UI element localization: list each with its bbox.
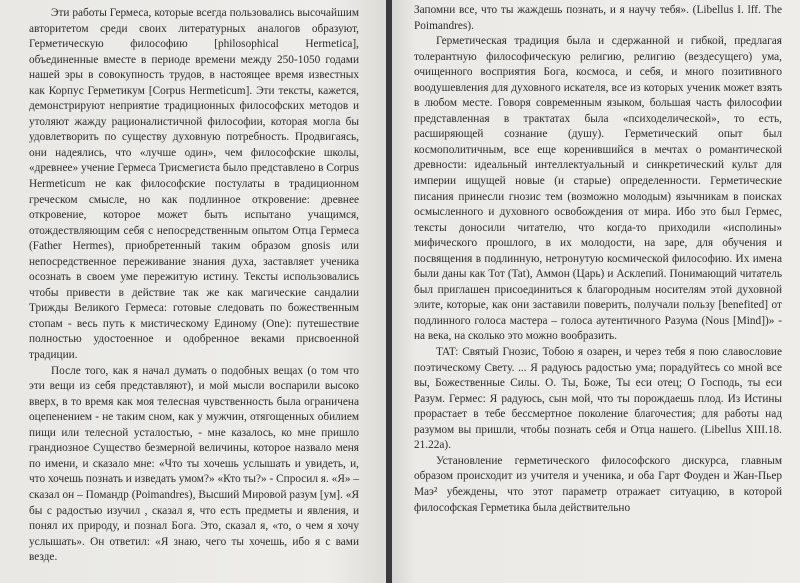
left-page [0,0,388,583]
left-page-text [29,6,359,566]
paragraph: TAT: Святый Гнозис, Тобою я озарен, и через тебя я пою славословие поэтическому Свету. ... Я радуюсь радостью ума; порадуйтесь со мной все вы, Божественные Силы. О. Ты, Боже, Ты еси отец; О Господь, ты еси Разум. Гермес: Я радуюсь, сын мой, что ты порождаешь плод. Из Истины прорастает в тебе бессмертное поколение благочестия; для работы над разумом вы пришли, чтобы познать себя и Отца нашего. (Libellus XIII.18. 21.22a). [414,346,782,452]
paragraph: Эти работы Гермеса, которые всегда пользовались высочайшим авторитетом среди своих литературных аналогов образуют, Герметическую философию [philosophical Hermetica], объединенные вместе в периоде времени между 250-1050 годами нашей эры в совокупность трудов, в настоящее время известных как Корпус Герметикум [Corpus Hermeticum]. Эти тексты, кажется, демонстрируют неприятие традиционных философских методов и утоляют жажду рационалистичной философии, которая могла бы удовлетворить по существу духовную потребность. Продвигаясь, они надеялись, что «лучше один», чем философские школы, «древнее» учение Гермеса Трисмегиста было представлено в Corpus Hermeticum не как философские постулаты в традиционном греческом смысле, но как подлинное откровение: древнее откровение, которое может быть испытано учащимся, отождествляющим себя с непосредственным опытом Отца Гермеса (Father Hermes), приобретенный таким образом gnosis или непосредственное переживание знания духа, заставляет ученика осознать в своем уме пережитую истину. Тексты использовались чтобы привести в действие так же как магические сандалии Трижды Великого Гермеса: готовые следовать по божественным стопам - весь путь к мистическому Единому (One): путешествие полностью удостоенное и одобренное веками присвоенной традиции. [29,7,359,362]
paragraph: После того, как я начал думать о подобных вещах (о том что эти вещи из себя представляют), и мой мысли воспарили высоко вверх, в то время как моя телесная чувственность была ограничена оцепенением - не таким сном, как у мужчин, отягощенных обилием пищи или телесной усталостью, - мне казалось, ко мне пришло грандиозное Существо безмерной величины, которое назвало меня по имени, и сказало мне: «Что ты хочешь услышать и увидеть, и, что хочешь познать и изведать умом?» «Кто ты?» - Спросил я. «Я» – сказал он – Помандр (Poimandres), Высший Мировой разум [ум]. «Я бы с радостью изучил , сказал я, что есть предметы и явления, и понял их природу, и познал Бога. Это, сказал я, «то, о чем я хочу услышать». Он ответил: «Я знаю, чего ты хочешь, ибо я с вами везде. [29,364,359,564]
right-page [392,0,800,583]
paragraph: Герметическая традиция была и сдержанной и гибкой, предлагая толерантную философическую религию, религию (вездесущего) ума, очищенного восприятия Бога, космоса, и себя, и много позитивного воодушевления для духовного искателя, все из которых ученик может взять в любом месте. Говоря современным языком, большая часть философии представленная в трактатах была «психоделической», то есть, расширяющей сознание (душу). Герметический опыт был космополитичным, все еще коренившийся в мечтах о романтической древности: идеальный интеллектуальный и синкретический культ для империи ищущей новые (и старые) определенности. Герметические писания принесли гнозис тем (возможно молодым) язычникам в поисках осмысленного и духовного освобождения от мира. Ибо это был Гермес, тексты доносили читателю, что когда-то приходили «исполины» мифического прошлого, в их молодости, на заре, для обучения и посвящения в подлинную, нетронутую космической философию. Их имена были даны как Тот (Tat), Аммон (Царь) и Асклепий. Понимающий читатель был приглашен присоединиться к благородным носителям этой духовной элите, которые, как они заставили поверить, получали пользу [benefited] от подлинного голоса мастера – голоса аутентичного Разума (Nous [Mind])» - на века, на сколько это можно вообразить. [414,35,782,343]
right-page-text [414,3,782,516]
paragraph: Запомни все, что ты жаждешь познать, и я научу тебя». (Libellus I. lff. The Poimandres). [414,4,782,32]
paragraph: Установление герметического философского дискурса, главным образом происходит из учителя и ученика, и оба Гарт Фоуден и Жан-Пьер Маэ² убеждены, что этот параметр отражает ситуацию, в которой философская Герметика была действительно [414,454,782,514]
